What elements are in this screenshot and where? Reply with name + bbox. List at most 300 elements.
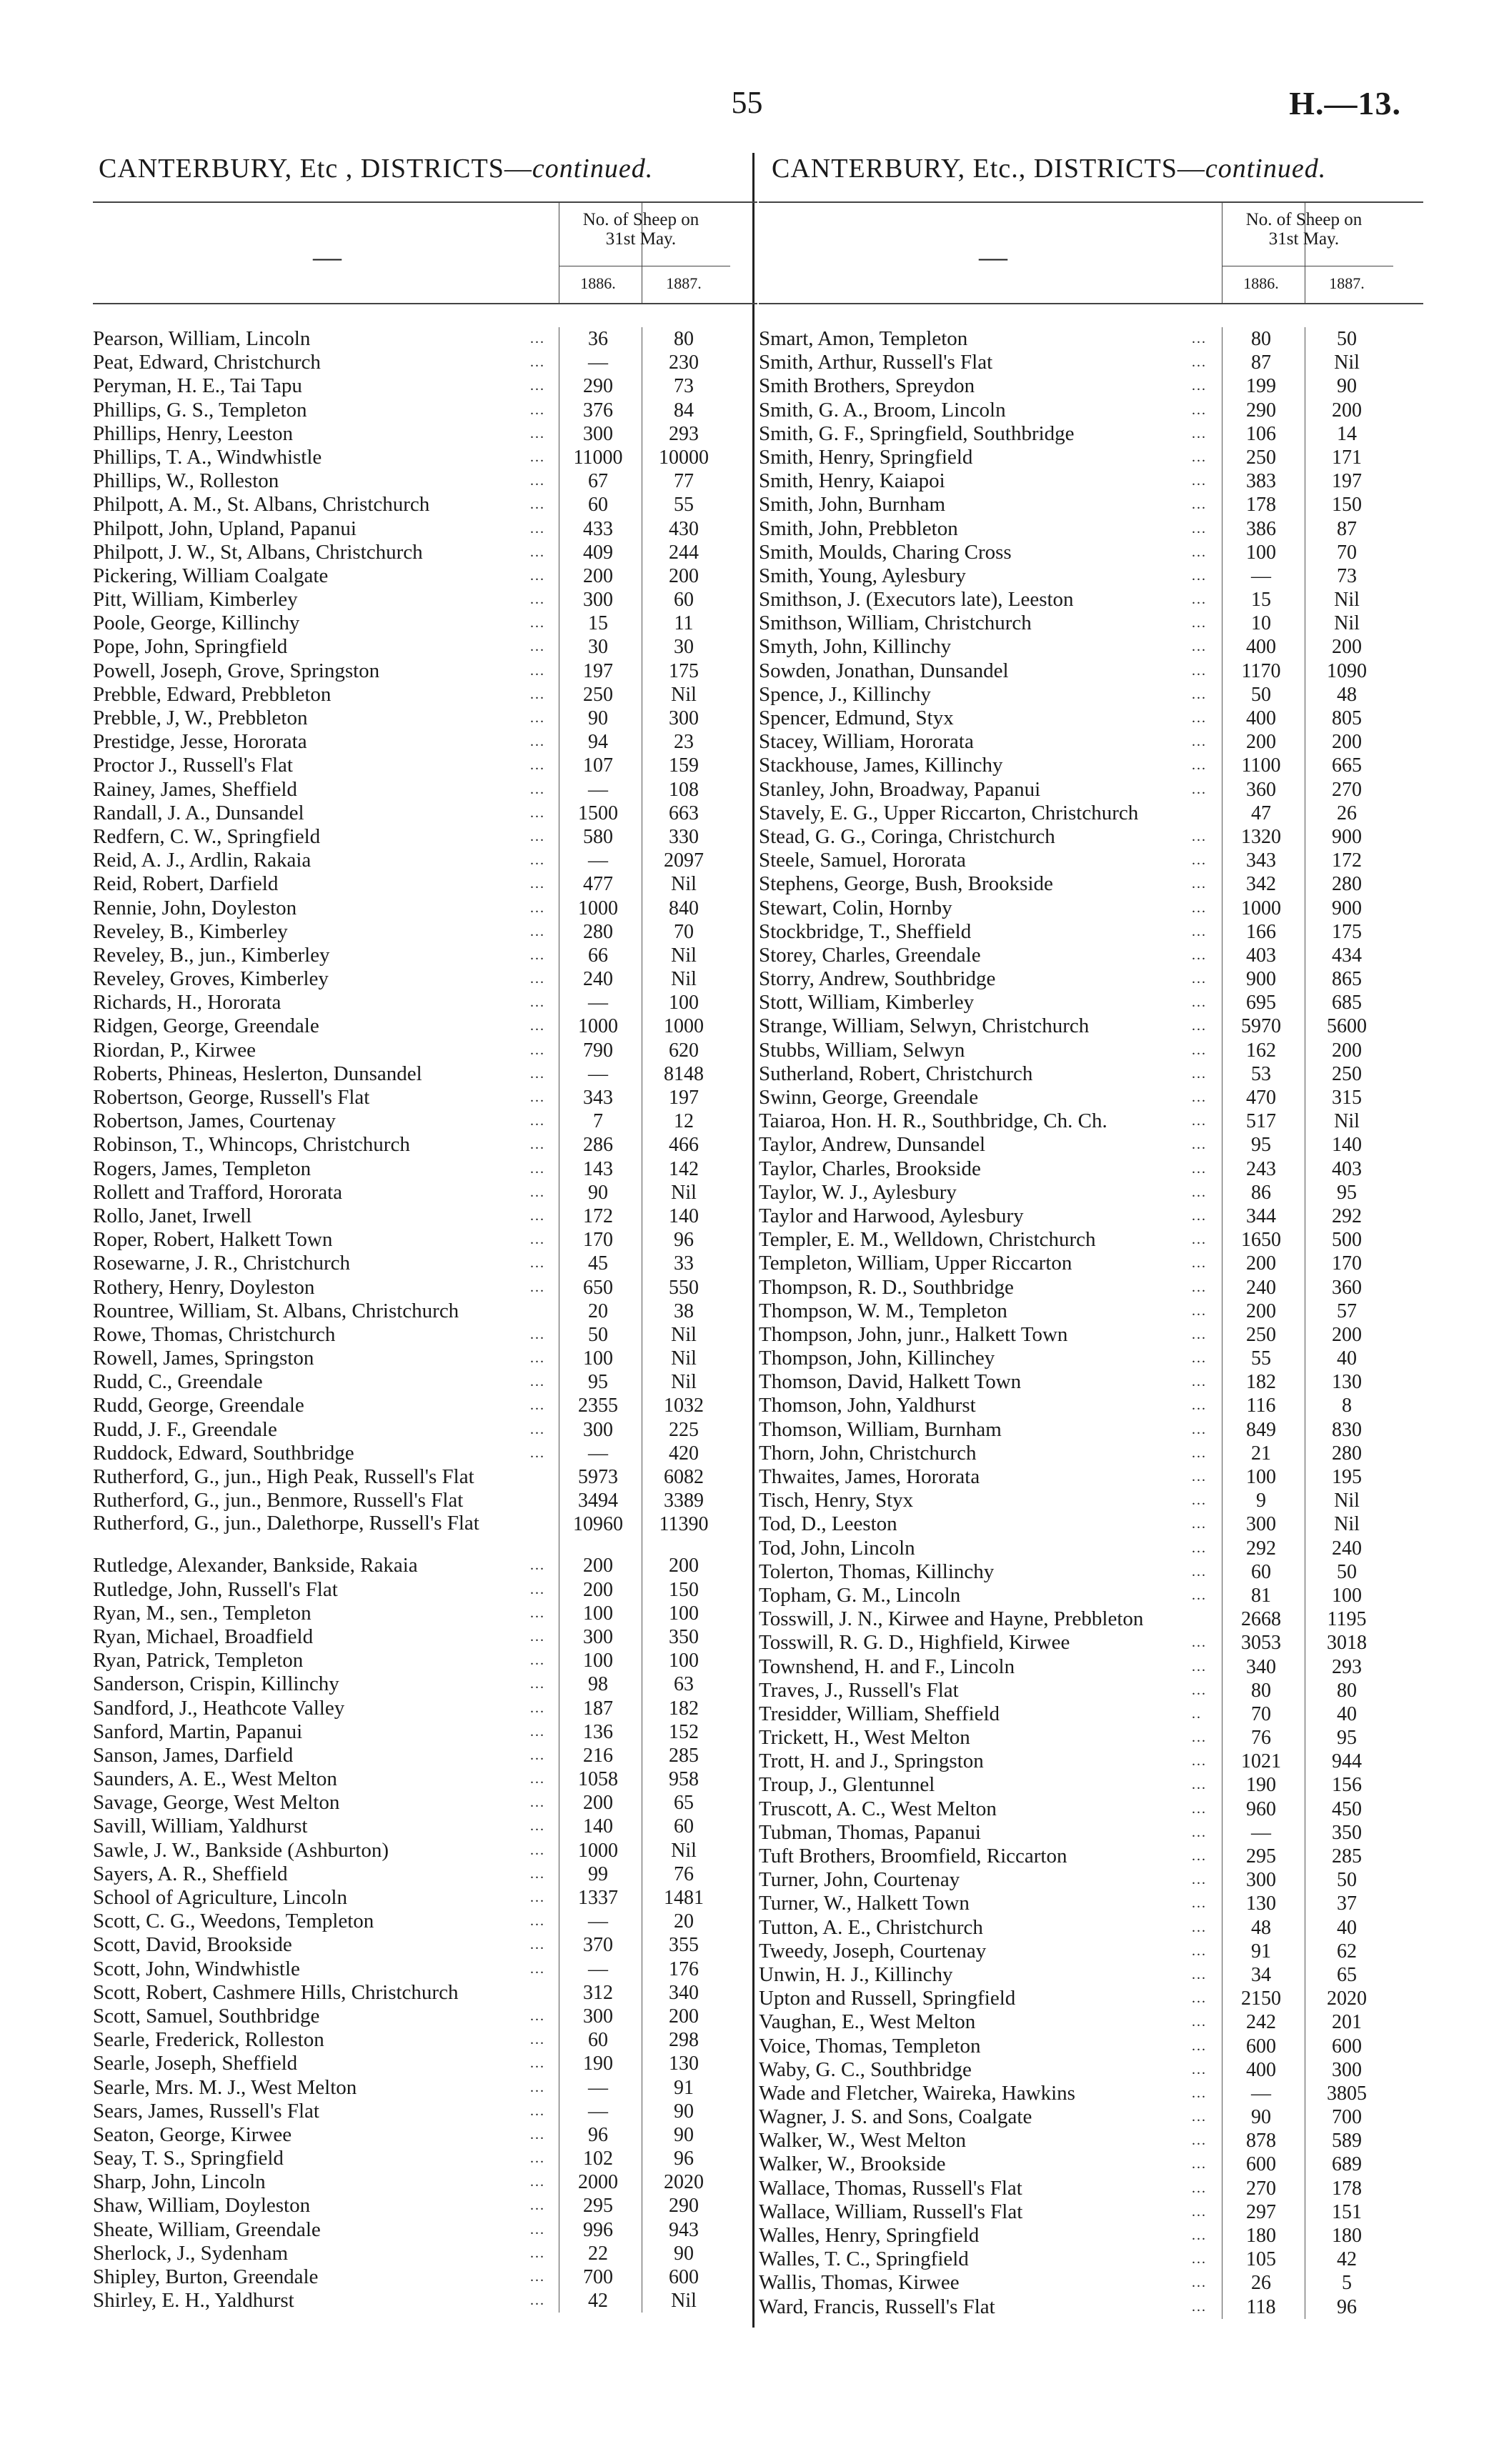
sheep-count-1887: 200 — [1332, 731, 1362, 754]
sheep-count-1886: 15 — [588, 612, 608, 635]
sheep-count-1887: 350 — [669, 1625, 699, 1648]
owner-name: Riordan, P., Kirwee — [93, 1038, 256, 1062]
sheep-count-1886: 290 — [583, 375, 613, 398]
leader-dots: ... — [1192, 852, 1207, 869]
sheep-count-1887: 152 — [669, 1720, 699, 1743]
table-row — [759, 872, 1423, 896]
owner-name: Wagner, J. S. and Sons, Coalgate — [759, 2105, 1032, 2129]
table-row — [93, 1839, 757, 1862]
owner-name: Robertson, James, Courtenay — [93, 1109, 336, 1133]
sheep-count-1886: — — [588, 2100, 608, 2123]
leader-dots: ... — [530, 1326, 545, 1342]
sheep-count-1886: 242 — [1246, 2011, 1276, 2034]
leader-dots: ... — [1192, 425, 1207, 442]
sheep-count-1887: Nil — [671, 1181, 697, 1204]
sheep-count-1887: 350 — [1332, 1821, 1362, 1844]
owner-name: Spencer, Edmund, Styx — [759, 707, 954, 729]
owner-name: Trickett, H., West Melton — [759, 1726, 970, 1750]
owner-name: Smith, G. F., Springfield, Southbridge — [759, 422, 1075, 445]
leader-dots: ... — [530, 2150, 545, 2167]
owner-name: Thwaites, James, Hororata — [759, 1465, 980, 1488]
sheep-count-1887: 38 — [674, 1300, 694, 1322]
table-row — [93, 1014, 757, 1038]
owner-name: Pope, John, Springfield — [93, 635, 288, 659]
sheep-count-1886: 55 — [1251, 1347, 1271, 1370]
sheep-count-1887: 290 — [669, 2195, 699, 2218]
sheep-count-1886: 90 — [588, 707, 608, 729]
table-row — [93, 446, 757, 469]
sheep-count-1886: 95 — [588, 1371, 608, 1394]
owner-name: Ryan, Patrick, Templeton — [93, 1649, 304, 1672]
table-row — [759, 1773, 1423, 1797]
sheep-count-1887: 73 — [1337, 564, 1357, 587]
sheep-count-1886: — — [1251, 1821, 1271, 1844]
sheep-count-1887: 50 — [1337, 1869, 1357, 1892]
table-row — [759, 1631, 1423, 1655]
sheep-count-1886: 5970 — [1241, 1015, 1281, 1038]
owner-name: Sowden, Jonathan, Dunsandel — [759, 659, 1009, 682]
table-row — [759, 707, 1423, 730]
sheep-count-1887: 156 — [1332, 1774, 1362, 1797]
sheep-count-1886: 216 — [583, 1744, 613, 1767]
leader-dots: ... — [1192, 639, 1207, 655]
sheep-count-1887: 285 — [1332, 1845, 1362, 1867]
sheep-count-1887: 200 — [1332, 636, 1362, 659]
sheep-count-1886: 2000 — [578, 2171, 618, 2194]
table-row — [759, 1750, 1423, 1773]
owner-name: Thompson, R. D., Southbridge — [759, 1275, 1014, 1299]
leader-dots: ... — [530, 1747, 545, 1763]
sheep-count-1886: 187 — [583, 1697, 613, 1720]
leader-dots: ... — [530, 544, 545, 560]
table-row — [759, 1797, 1423, 1821]
leader-dots: ... — [1192, 473, 1207, 489]
sheep-count-1886: 190 — [1246, 1774, 1276, 1797]
owner-name: Tod, D., Leeston — [759, 1512, 897, 1536]
table-row — [93, 1554, 757, 1577]
sheep-count-1887: 620 — [669, 1039, 699, 1062]
sheep-count-1887: 130 — [1332, 1371, 1362, 1394]
owner-name: Rutherford, G., jun., Dalethorpe, Russell's Flat — [93, 1512, 479, 1535]
table-row — [93, 730, 757, 754]
owner-name: Stott, William, Kimberley — [759, 991, 975, 1014]
leader-dots: ... — [1192, 1326, 1207, 1342]
leader-dots: ... — [1192, 1492, 1207, 1509]
leader-dots: ... — [530, 828, 545, 844]
owner-name: Turner, W., Halkett Town — [759, 1892, 970, 1915]
owner-name: Waby, G. C., Southbridge — [759, 2058, 972, 2081]
sheep-count-1886: 107 — [583, 754, 613, 777]
table-row — [93, 1672, 757, 1696]
sheep-count-1886: 1000 — [578, 1015, 618, 1038]
sheep-count-1886: 2355 — [578, 1395, 618, 1417]
table-row — [93, 1981, 757, 2005]
table-row — [93, 707, 757, 730]
sheep-count-1886: 130 — [1246, 1892, 1276, 1915]
sheep-count-1886: 240 — [1246, 1276, 1276, 1299]
sheep-count-1886: 300 — [583, 589, 613, 612]
leader-dots: ... — [530, 2293, 545, 2309]
sheep-count-1886: — — [588, 1910, 608, 1933]
owner-name: Smith, Henry, Springfield — [759, 445, 973, 469]
owner-name: Tresidder, William, Sheffield — [759, 1702, 1000, 1725]
owner-name: Swinn, George, Greendale — [759, 1086, 979, 1109]
sheep-count-1887: 355 — [669, 1934, 699, 1957]
sheep-count-1887: 466 — [669, 1134, 699, 1157]
sheep-count-1887: 60 — [674, 589, 694, 612]
sheep-count-1886: 50 — [1251, 683, 1271, 706]
owner-name: Savage, George, West Melton — [93, 1791, 340, 1815]
sheep-count-1887: 5 — [1342, 2272, 1352, 2295]
leader-dots: ... — [530, 1581, 545, 1597]
sheep-count-1886: 477 — [583, 873, 613, 896]
table-row — [93, 2289, 757, 2313]
owner-name: Rowell, James, Springston — [93, 1347, 314, 1370]
owner-name: Rutledge, Alexander, Bankside, Rakaia — [93, 1554, 418, 1577]
sheep-count-1886: 15 — [1251, 589, 1271, 612]
table-row — [93, 612, 757, 635]
sheep-count-1887: 1195 — [1327, 1608, 1367, 1631]
owner-name: Philpott, J. W., St, Albans, Christchurch — [93, 540, 423, 564]
table-row — [759, 1584, 1423, 1607]
owner-name: School of Agriculture, Lincoln — [93, 1886, 347, 1909]
table-row — [759, 2200, 1423, 2224]
leader-dots: ... — [1192, 1635, 1207, 1651]
table-row — [759, 825, 1423, 849]
sheep-count-1886: 100 — [1246, 541, 1276, 564]
table-row — [759, 1347, 1423, 1370]
sheep-count-1886: 3494 — [578, 1490, 618, 1512]
sheep-count-1886: 580 — [583, 825, 613, 848]
table-row — [93, 1489, 757, 1512]
table-row — [759, 1181, 1423, 1204]
owner-name: Robertson, George, Russell's Flat — [93, 1086, 370, 1109]
owner-name: Upton and Russell, Springfield — [759, 1987, 1016, 2010]
leader-dots: ... — [530, 2126, 545, 2143]
sheep-count-1886: 190 — [583, 2052, 613, 2075]
leader-dots: ... — [530, 686, 545, 702]
owner-name: Voice, Thomas, Templeton — [759, 2034, 981, 2058]
owner-name: Thomson, David, Halkett Town — [759, 1370, 1022, 1394]
table-row — [759, 754, 1423, 777]
sheep-count-1886: 295 — [583, 2195, 613, 2218]
leader-dots: ... — [1192, 1658, 1207, 1675]
sheep-count-1887: 40 — [1337, 1916, 1357, 1939]
leader-dots: ... — [1192, 1800, 1207, 1817]
sheep-count-1887: 1000 — [664, 1015, 704, 1038]
sheep-count-1887: 10000 — [659, 446, 709, 469]
owner-name: Ward, Francis, Russell's Flat — [759, 2295, 995, 2318]
sheep-count-1886: 1000 — [1241, 897, 1281, 919]
table-row — [93, 825, 757, 849]
owner-name: Tisch, Henry, Styx — [759, 1489, 914, 1512]
table-row — [93, 659, 757, 683]
table-row — [759, 541, 1423, 564]
sheep-count-1887: 6082 — [664, 1466, 704, 1488]
owner-name: Stephens, George, Bush, Brookside — [759, 872, 1053, 896]
owner-name: Storey, Charles, Greendale — [759, 943, 981, 967]
sheep-count-1887: Nil — [671, 1323, 697, 1346]
leader-dots: ... — [1192, 592, 1207, 608]
owner-name: Taylor, Charles, Brookside — [759, 1157, 981, 1180]
sheep-count-1887: 958 — [669, 1768, 699, 1791]
table-row — [93, 564, 757, 588]
sheep-count-1886: 199 — [1246, 375, 1276, 398]
sheep-count-1886: 300 — [1246, 1869, 1276, 1892]
sheep-count-1886: 94 — [588, 731, 608, 754]
sheep-count-1887: 665 — [1332, 754, 1362, 777]
leader-dots: ... — [530, 1279, 545, 1295]
owner-name: Sutherland, Robert, Christchurch — [759, 1062, 1033, 1085]
sheep-count-1886: 297 — [1246, 2200, 1276, 2223]
sheep-count-1887: 73 — [674, 375, 694, 398]
table-row — [93, 897, 757, 920]
table-row — [759, 1940, 1423, 1963]
sheep-count-1886: 300 — [1246, 1513, 1276, 1536]
leader-dots: .. — [1192, 1705, 1202, 1722]
leader-dots: ... — [530, 567, 545, 584]
sheep-count-1887: 230 — [669, 351, 699, 374]
owner-name: Rollett and Trafford, Hororata — [93, 1180, 343, 1204]
leader-dots: ... — [1192, 1990, 1207, 2007]
owner-name: Reveley, B., Kimberley — [93, 919, 288, 943]
owner-name: Peat, Edward, Christchurch — [93, 351, 321, 374]
leader-dots: ... — [530, 1089, 545, 1105]
table-row — [93, 944, 757, 967]
sheep-count-1887: Nil — [671, 968, 697, 991]
sheep-count-1886: 22 — [588, 2242, 608, 2265]
owner-name: Prebble, J, W., Prebbleton — [93, 707, 308, 729]
sheep-count-1887: 11 — [674, 612, 694, 635]
leader-dots: ... — [1192, 1563, 1207, 1580]
leader-dots: ... — [530, 1795, 545, 1811]
sheep-count-1887: 76 — [674, 1862, 694, 1885]
table-row — [93, 493, 757, 517]
table-row — [93, 2052, 757, 2075]
sheep-count-1887: 11390 — [659, 1513, 709, 1536]
sheep-count-1886: 300 — [583, 2005, 613, 2027]
table-row — [93, 1370, 757, 1394]
sheep-count-1886: — — [588, 1442, 608, 1465]
owner-name: Smith, Henry, Kaiapoi — [759, 469, 945, 493]
sheep-count-1886: 360 — [1246, 778, 1276, 801]
table-row — [93, 1791, 757, 1815]
owner-name: Walles, T. C., Springfield — [759, 2248, 969, 2271]
right-table-header — [759, 201, 1423, 304]
owner-name: Stackhouse, James, Killinchy — [759, 754, 1003, 777]
sheep-count-1887: 180 — [1332, 2225, 1362, 2247]
leader-dots: ... — [530, 2007, 545, 2024]
owner-name: Steele, Samuel, Hororata — [759, 849, 966, 872]
table-row — [759, 1109, 1423, 1133]
table-row — [93, 1418, 757, 1442]
sheep-count-1887: 142 — [669, 1157, 699, 1180]
leader-dots: ... — [1192, 1824, 1207, 1840]
sheep-count-1886: 1021 — [1241, 1750, 1281, 1773]
sheep-count-1886: 292 — [1246, 1537, 1276, 1560]
owner-name: Smith, G. A., Broom, Lincoln — [759, 398, 1006, 422]
sheep-count-1886: 695 — [1246, 992, 1276, 1014]
sheep-count-1886: 9 — [1256, 1490, 1266, 1512]
table-row — [93, 1062, 757, 1086]
leader-dots: ... — [1192, 567, 1207, 584]
table-row — [93, 635, 757, 659]
sheep-count-1887: 14 — [1337, 422, 1357, 445]
owner-name: Smith, John, Prebbleton — [759, 517, 958, 540]
leader-dots: ... — [1192, 2180, 1207, 2196]
sheep-count-1887: 943 — [669, 2218, 699, 2241]
table-row — [93, 2076, 757, 2100]
owner-name: Seay, T. S., Springfield — [93, 2147, 284, 2170]
sheep-count-1887: 90 — [674, 2242, 694, 2265]
sheep-count-1886: — — [588, 778, 608, 801]
owner-name: Prestidge, Jesse, Hororata — [93, 730, 307, 754]
leader-dots: ... — [530, 1350, 545, 1367]
leader-dots: ... — [530, 378, 545, 394]
owner-name: Smith, Arthur, Russell's Flat — [759, 351, 993, 374]
table-row — [93, 1276, 757, 1300]
sheep-count-header — [559, 210, 723, 249]
sheep-header-line2: 31st May. — [1268, 229, 1340, 249]
sheep-count-1887: 3805 — [1327, 2082, 1367, 2105]
owner-name: Sayers, A. R., Sheffield — [93, 1862, 288, 1885]
sheep-count-1886: 2150 — [1241, 1987, 1281, 2010]
table-row — [759, 1394, 1423, 1417]
sheep-count-1886: 200 — [1246, 1300, 1276, 1322]
owner-name: Roberts, Phineas, Heslerton, Dunsandel — [93, 1062, 422, 1085]
sheep-count-1887: 420 — [669, 1442, 699, 1465]
sheep-count-1887: Nil — [1334, 351, 1360, 374]
owner-name: Tolerton, Thomas, Killinchy — [759, 1560, 995, 1583]
sheep-count-1886: 403 — [1246, 944, 1276, 967]
table-row — [759, 778, 1423, 802]
sheep-count-1886: — — [588, 351, 608, 374]
owner-name: Thomson, William, Burnham — [759, 1417, 1002, 1441]
table-row — [93, 1109, 757, 1133]
table-row — [93, 778, 757, 802]
sheep-count-1886: 280 — [583, 920, 613, 943]
owner-name: Unwin, H. J., Killinchy — [759, 1962, 953, 1986]
table-row — [759, 564, 1423, 588]
right-table-body — [759, 304, 1423, 2319]
sheep-count-1887: 182 — [669, 1697, 699, 1720]
leader-dots: ... — [1192, 1872, 1207, 1888]
sheep-count-1887: 340 — [669, 1981, 699, 2004]
table-row — [93, 1933, 757, 1957]
owner-name: Reveley, Groves, Kimberley — [93, 967, 329, 991]
sheep-count-1886: 197 — [583, 659, 613, 682]
leader-dots: ... — [1192, 899, 1207, 916]
owner-name: Sanford, Martin, Papanui — [93, 1720, 303, 1743]
table-row — [759, 2177, 1423, 2200]
table-row — [759, 1868, 1423, 1892]
leader-dots: ... — [1192, 1421, 1207, 1437]
sheep-count-1887: 176 — [669, 1957, 699, 1980]
sheep-count-1887: 50 — [1337, 328, 1357, 350]
leader-dots: ... — [1192, 378, 1207, 394]
sheep-count-1886: 433 — [583, 517, 613, 540]
table-row — [93, 2028, 757, 2052]
sheep-count-1887: 65 — [674, 1792, 694, 1815]
leader-dots: ... — [530, 1184, 545, 1200]
table-row — [93, 1442, 757, 1465]
sheep-count-1886: 243 — [1246, 1157, 1276, 1180]
sheep-count-1887: 285 — [669, 1744, 699, 1767]
owner-name: Roper, Robert, Halkett Town — [93, 1228, 333, 1252]
sheep-count-1887: 12 — [674, 1110, 694, 1133]
sheep-count-1887: 280 — [1332, 873, 1362, 896]
sheep-count-1887: 1032 — [664, 1395, 704, 1417]
sheep-count-1886: 470 — [1246, 1087, 1276, 1109]
sheep-count-1887: 178 — [1332, 2177, 1362, 2200]
owner-name: Smith, Young, Aylesbury — [759, 564, 966, 587]
owner-name: Stanley, John, Broadway, Papanui — [759, 777, 1041, 801]
leader-dots: ... — [530, 1042, 545, 1058]
table-row — [93, 1181, 757, 1204]
owner-name: Phillips, Henry, Leeston — [93, 422, 294, 445]
owner-name: Shipley, Burton, Greendale — [93, 2265, 319, 2288]
sheep-count-1887: 42 — [1337, 2248, 1357, 2271]
sheep-count-1886: 90 — [1251, 2106, 1271, 2129]
right-column-title — [772, 153, 1326, 184]
table-row — [759, 1560, 1423, 1584]
leader-dots: ... — [1192, 1089, 1207, 1105]
leader-dots: ... — [530, 2174, 545, 2190]
sheep-count-1886: 400 — [1246, 636, 1276, 659]
sheep-count-1887: 70 — [1337, 541, 1357, 564]
leader-dots: ... — [530, 1700, 545, 1716]
owner-name: Searle, Joseph, Sheffield — [93, 2052, 298, 2075]
sheep-count-1887: Nil — [671, 2290, 697, 2313]
leader-dots: ... — [530, 1771, 545, 1787]
right-sheep-table — [759, 201, 1423, 2319]
sheep-count-1886: 5973 — [578, 1466, 618, 1488]
sheep-count-1887: Nil — [671, 1347, 697, 1370]
leader-dots: ... — [1192, 1516, 1207, 1532]
leader-dots: ... — [530, 734, 545, 750]
leader-dots: ... — [1192, 2298, 1207, 2315]
leader-dots: ... — [530, 1397, 545, 1414]
sheep-header-line1: No. of Sheep on — [582, 210, 699, 229]
table-row — [93, 1039, 757, 1062]
table-row — [759, 612, 1423, 635]
leader-dots: ... — [530, 2103, 545, 2119]
page-number: 55 — [731, 85, 763, 120]
owner-name: Rainey, James, Sheffield — [93, 777, 297, 801]
sheep-count-1887: 40 — [1337, 1347, 1357, 1370]
owner-name: Sanderson, Crispin, Killinchy — [93, 1672, 339, 1696]
owner-name: Ryan, M., sen., Templeton — [93, 1601, 312, 1625]
sheep-count-1886: 996 — [583, 2218, 613, 2241]
sheep-count-1887: Nil — [671, 1839, 697, 1862]
sheep-count-1887: 100 — [669, 1650, 699, 1672]
table-row — [759, 683, 1423, 707]
leader-dots: ... — [1192, 1255, 1207, 1272]
owner-name: Pearson, William, Lincoln — [93, 327, 311, 350]
table-row — [759, 1086, 1423, 1109]
sheep-count-1887: 663 — [669, 802, 699, 824]
leader-dots: ... — [530, 852, 545, 869]
sheep-count-1887: 2020 — [1327, 1987, 1367, 2010]
sheep-count-1886: 70 — [1251, 1702, 1271, 1725]
table-row — [759, 1607, 1423, 1631]
sheep-count-1886: 45 — [588, 1252, 608, 1275]
sheep-count-1887: 3389 — [664, 1490, 704, 1512]
leader-dots: ... — [530, 354, 545, 371]
owner-name: Rutherford, G., jun., High Peak, Russell's Flat — [93, 1465, 474, 1488]
sheep-count-1886: 76 — [1251, 1727, 1271, 1750]
sheep-count-1887: 865 — [1332, 968, 1362, 991]
